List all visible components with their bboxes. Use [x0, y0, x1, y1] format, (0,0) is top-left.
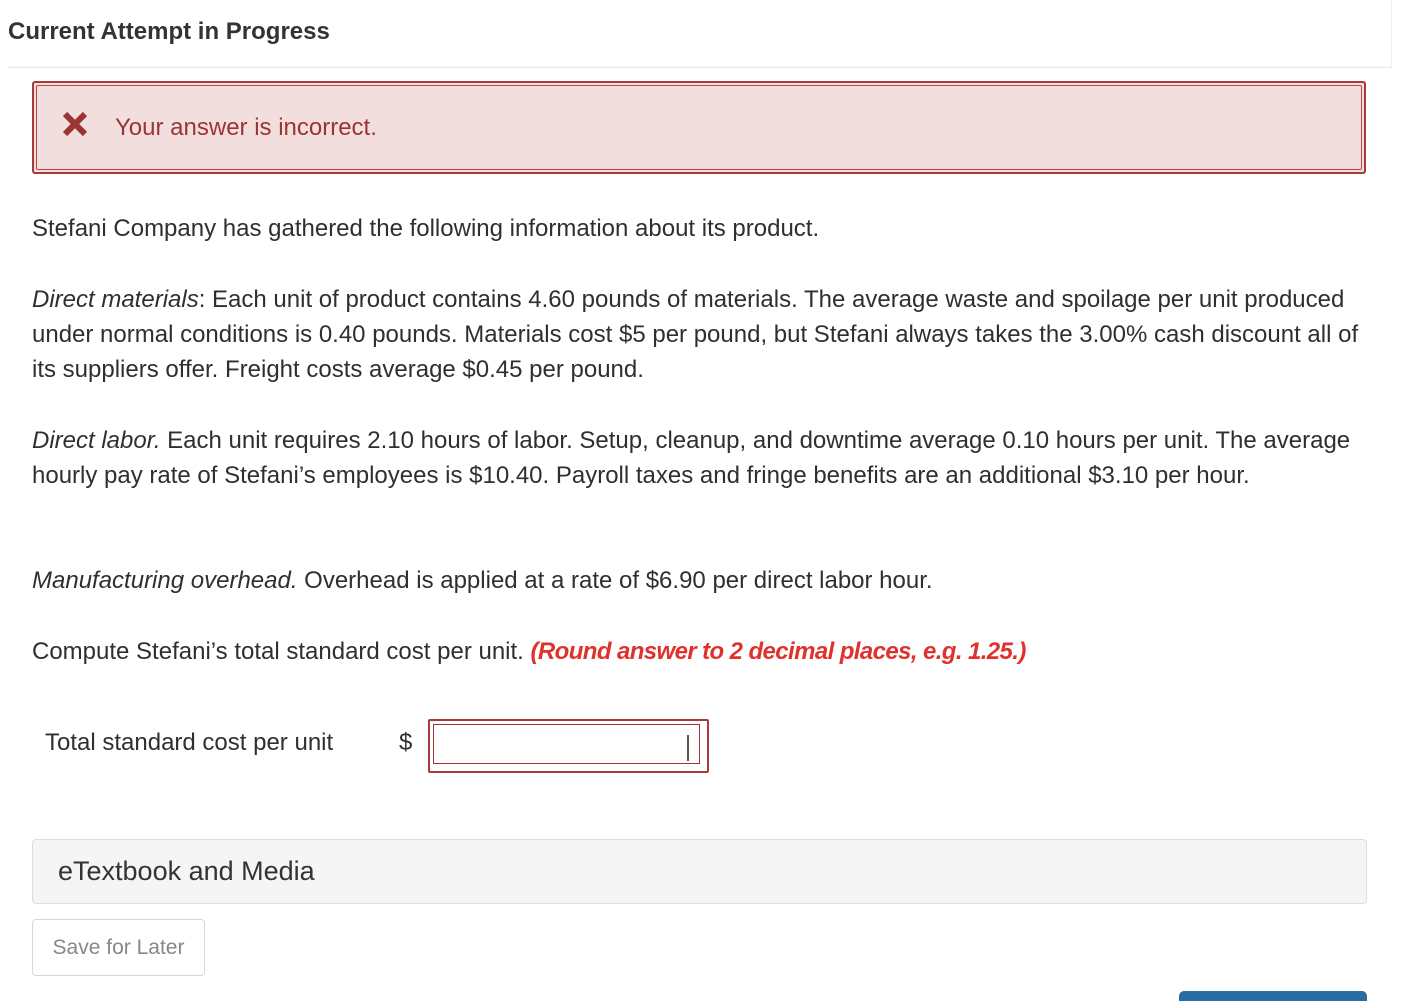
currency-symbol: $ — [399, 729, 413, 756]
direct-materials-text: Each unit of product contains 4.60 pounds of materials. The average waste and spoilage per unit produced under normal conditions is 0.40 pounds. Materials cost $5 per pound, but Stefani always takes the 3.00% cash discount all of its suppliers offer. Freight costs average $0.45 per pound. — [32, 286, 1359, 383]
answer-label: Total standard cost per unit — [45, 729, 334, 756]
save-for-later-button[interactable]: Save for Later — [32, 919, 205, 976]
feedback-banner — [32, 81, 1366, 174]
question-text: Compute Stefani’s total standard cost per unit. — [32, 638, 531, 665]
text-caret — [687, 735, 689, 761]
header-divider — [8, 67, 1392, 68]
etextbook-media-panel[interactable] — [32, 839, 1367, 904]
overhead-text: Overhead is applied at a rate of $6.90 per direct labor hour. — [297, 567, 933, 594]
page-title: Current Attempt in Progress — [8, 18, 330, 45]
total-standard-cost-input[interactable] — [433, 724, 700, 764]
rounding-hint: (Round answer to 2 decimal places, e.g. 1.25.) — [530, 638, 1026, 665]
etextbook-media-label: eTextbook and Media — [58, 856, 315, 886]
direct-labor-paragraph — [32, 423, 1372, 493]
feedback-message: Your answer is incorrect. — [115, 114, 377, 141]
answer-field-frame — [428, 719, 709, 773]
close-icon — [60, 109, 90, 139]
header-edge — [1391, 0, 1392, 68]
direct-materials-separator: : — [198, 286, 206, 313]
direct-materials-paragraph — [32, 282, 1372, 387]
direct-labor-label: Direct labor. — [32, 427, 161, 454]
direct-materials-label: Direct materials — [32, 286, 199, 313]
problem-intro: Stefani Company has gathered the following information about its product. — [32, 215, 820, 242]
submit-answer-button[interactable] — [1179, 991, 1367, 1001]
direct-labor-text: Each unit requires 2.10 hours of labor. Setup, cleanup, and downtime average 0.10 hours per unit. The average hourly pay rate of Stefani’s employees is $10.40. Payroll taxes and fringe benefits are an additional $3.10 per hour. — [32, 427, 1351, 489]
overhead-paragraph — [32, 563, 1372, 598]
question-paragraph — [32, 634, 1372, 669]
overhead-label: Manufacturing overhead. — [32, 567, 298, 594]
